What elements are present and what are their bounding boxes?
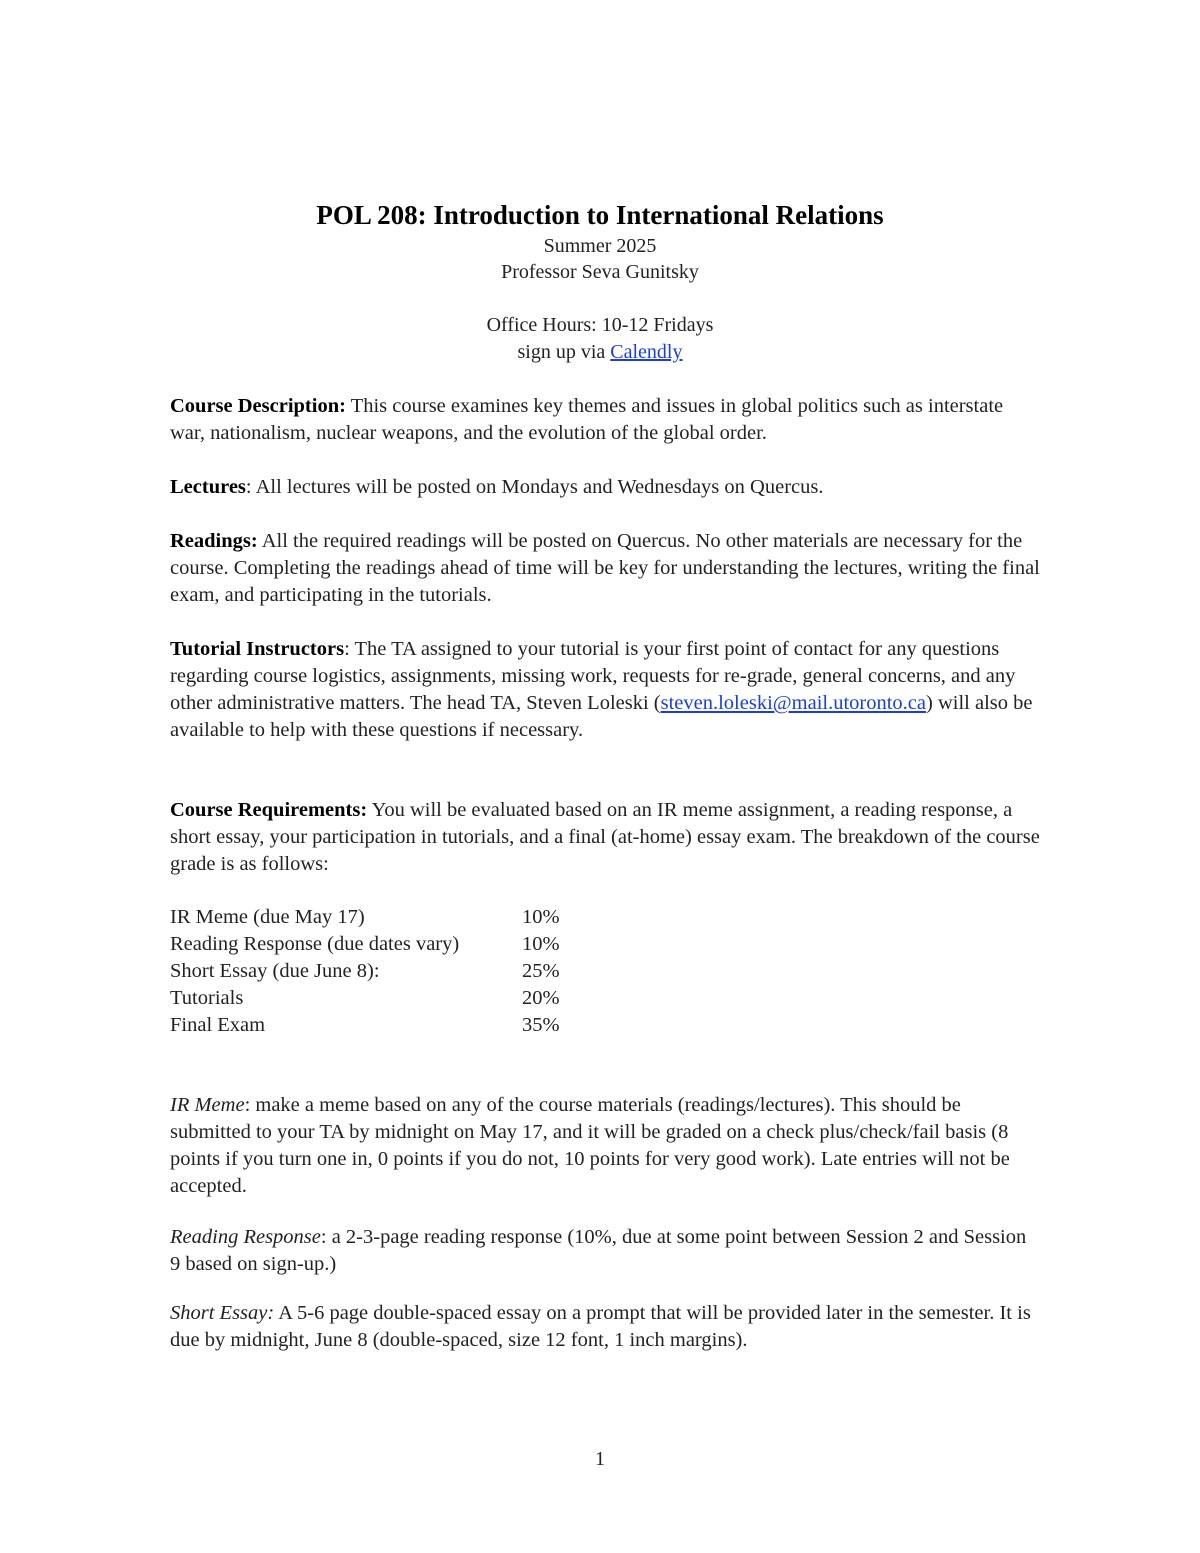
grade-weight: 10%: [522, 906, 560, 928]
course-description-text: This course examines key themes and issues in global politics such as interstate war, nationalism, nuclear weapons, and the evolution of the global order.: [170, 395, 1004, 444]
grade-item: Reading Response (due dates vary): [170, 933, 460, 955]
readings-label: Readings:: [170, 530, 258, 552]
course-description-label: Course Description:: [170, 395, 346, 417]
course-requirements-paragraph: [170, 797, 1040, 878]
grade-item: Final Exam: [170, 1014, 266, 1036]
grade-row: [170, 985, 602, 1012]
lectures-label: Lectures: [170, 476, 246, 498]
ir-meme-label: IR Meme: [170, 1094, 245, 1116]
grade-row: [170, 958, 602, 985]
head-ta-email-link[interactable]: steven.loleski@mail.utoronto.ca: [660, 692, 926, 714]
page-number: 1: [594, 1448, 606, 1470]
signup-prefix: sign up via: [517, 341, 611, 363]
readings-text: All the required readings will be posted on Quercus. No other materials are necessary for the course. Completing the readings ahead of time will be key for understanding the lectures, writing the final exam, and participating in the tutorials.: [170, 530, 1040, 606]
reading-response-text: : a 2-3-page reading response (10%, due at some point between Session 2 and Session 9 based on sign-up.): [170, 1226, 1027, 1275]
short-essay-label: Short Essay:: [170, 1302, 275, 1324]
grade-weight: 10%: [522, 933, 560, 955]
grade-weight: 35%: [522, 1014, 560, 1036]
lectures-paragraph: [170, 474, 1040, 501]
ir-meme-text: : make a meme based on any of the course materials (readings/lectures). This should be submitted to your TA by midnight on May 17, and it will be graded on a check plus/check/fail basis (8 points if you turn one in, 0 points if you do not, 10 points for very good work). Late entries will not be accepted.: [170, 1094, 1010, 1197]
course-title: POL 208: Introduction to International Relations: [316, 200, 884, 230]
course-term: Summer 2025: [543, 235, 657, 257]
short-essay-text: A 5-6 page double-spaced essay on a prompt that will be provided later in the semester. It is due by midnight, June 8 (double-spaced, size 12 font, 1 inch margins).: [170, 1302, 1031, 1351]
signup-line: [0, 339, 1200, 365]
lectures-text: : All lectures will be posted on Mondays and Wednesdays on Quercus.: [245, 476, 824, 498]
tutorial-instructors-label: Tutorial Instructors: [170, 638, 345, 660]
calendly-link[interactable]: Calendly: [610, 341, 683, 363]
readings-paragraph: [170, 528, 1040, 609]
course-requirements-text: You will be evaluated based on an IR meme assignment, a reading response, a short essay, your participation in tutorials, and a final (at-home) essay exam. The breakdown of the course grade is as follows:: [170, 799, 1040, 875]
course-professor: Professor Seva Gunitsky: [501, 261, 699, 283]
office-hours: Office Hours: 10-12 Fridays: [486, 314, 714, 336]
course-description: [170, 393, 1040, 447]
grade-item: IR Meme (due May 17): [170, 906, 365, 928]
short-essay-paragraph: [170, 1300, 1040, 1354]
grade-breakdown-table: [170, 904, 602, 1039]
tutorial-instructors-text-after: ) will also be available to help with these questions if necessary.: [170, 692, 1033, 741]
tutorial-instructors-paragraph: [170, 636, 1040, 744]
grade-weight: 20%: [522, 987, 560, 1009]
grade-row: [170, 931, 602, 958]
grade-item: Short Essay (due June 8):: [170, 960, 380, 982]
grade-item: Tutorials: [170, 987, 244, 1009]
tutorial-instructors-text-before: : The TA assigned to your tutorial is your first point of contact for any questions regarding course logistics, assignments, missing work, requests for re-grade, general concerns, and any other administrative matters. The head TA, Steven Loleski (: [170, 638, 1016, 714]
ir-meme-paragraph: [170, 1092, 1040, 1200]
grade-row: [170, 904, 602, 931]
reading-response-paragraph: [170, 1224, 1040, 1278]
reading-response-label: Reading Response: [170, 1226, 321, 1248]
grade-weight: 25%: [522, 960, 560, 982]
grade-row: [170, 1012, 602, 1039]
course-requirements-label: Course Requirements:: [170, 799, 368, 821]
